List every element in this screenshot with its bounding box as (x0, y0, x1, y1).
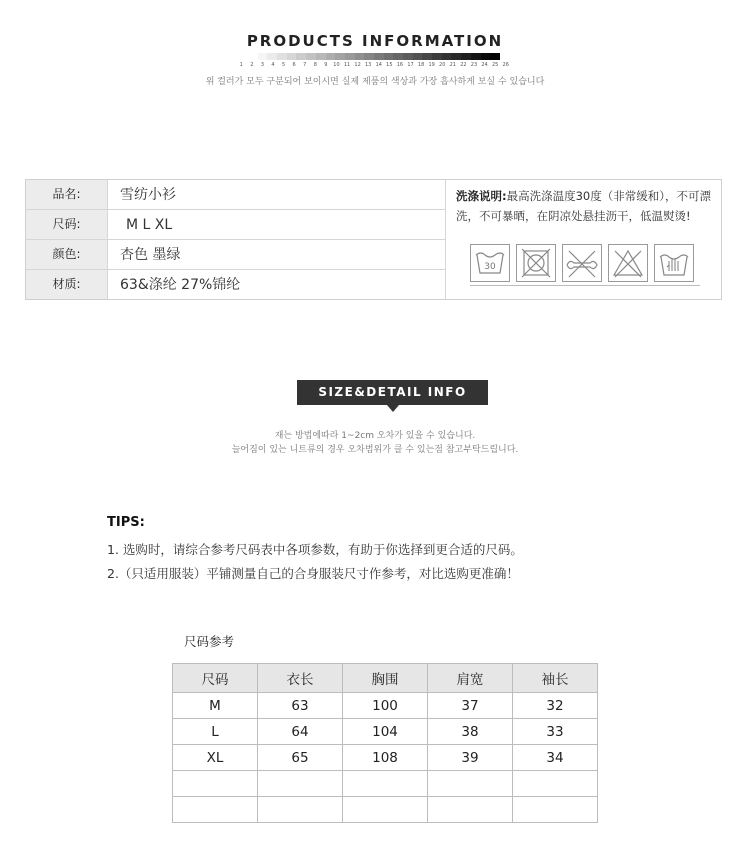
wash-icons-underline (470, 285, 700, 286)
wash-icons-row (470, 244, 700, 284)
table-cell: 104 (343, 719, 428, 745)
scale-number: 9 (324, 62, 328, 68)
info-value: 雪纺小衫 (120, 187, 176, 203)
header-cell: 袖长 (513, 664, 598, 693)
table-cell (343, 797, 428, 823)
info-value: 杏色 墨绿 (120, 247, 181, 263)
scale-number: 1 (239, 62, 243, 68)
table-cell: 32 (513, 693, 598, 719)
gradient-cell (258, 53, 268, 60)
table-cell: 108 (343, 745, 428, 771)
wash-temp-label: 30 (484, 262, 496, 272)
size-chart-header-row (173, 664, 598, 693)
scale-number: 3 (260, 62, 264, 68)
products-subtitle: 위 컬러가 모두 구분되어 보이시면 실제 제품의 색상과 가장 흡사하게 보실 수 있습니다 (205, 77, 545, 87)
color-gradient-scale (248, 53, 500, 60)
hand-wash-icon (654, 244, 694, 282)
table-cell: M (173, 693, 258, 719)
table-cell (258, 771, 343, 797)
table-cell (173, 771, 258, 797)
table-cell: 37 (428, 693, 513, 719)
gradient-cell (451, 53, 461, 60)
info-label: 材质: (26, 270, 108, 299)
wash-30-icon (470, 244, 510, 282)
info-label: 品名: (26, 180, 108, 209)
gradient-cell (296, 53, 306, 60)
header-cell: 衣长 (258, 664, 343, 693)
table-cell: L (173, 719, 258, 745)
scale-number: 14 (375, 62, 382, 68)
table-cell: XL (173, 745, 258, 771)
table-cell (343, 771, 428, 797)
gradient-cell (316, 53, 326, 60)
info-row-material (26, 270, 445, 300)
gradient-cell (374, 53, 384, 60)
table-cell: 100 (343, 693, 428, 719)
gradient-cell (345, 53, 355, 60)
table-cell: 34 (513, 745, 598, 771)
info-label: 尺码: (26, 210, 108, 239)
scale-number: 25 (491, 62, 499, 68)
scale-number: 11 (343, 62, 351, 68)
scale-number: 13 (365, 62, 372, 68)
table-cell (258, 797, 343, 823)
info-value: M L XL (126, 217, 173, 233)
wash-instructions-text (456, 186, 720, 226)
gradient-cell (364, 53, 374, 60)
scale-number: 23 (470, 62, 478, 68)
size-detail-note-2: 늘어짐이 있는 니트류의 경우 오차범위가 클 수 있는점 참고부탁드립니다. (231, 445, 519, 455)
gradient-cell (277, 53, 287, 60)
scale-number: 24 (481, 62, 488, 68)
tip-1: 1. 选购时，请综合参考尺码表中各项参数，有助于你选择到更合适的尺码。 (107, 542, 523, 557)
info-row-size (26, 210, 445, 240)
gradient-cell (355, 53, 365, 60)
gradient-cell (442, 53, 452, 60)
gradient-cell (432, 53, 442, 60)
size-detail-note-1: 재는 방법에따라 1~2cm 오차가 있을 수 있습니다. (274, 431, 476, 441)
products-information-title: PRODUCTS INFORMATION (246, 32, 504, 50)
header-cell: 肩宽 (428, 664, 513, 693)
wash-label: 洗涤说明: (456, 189, 507, 203)
size-chart-title: 尺码参考 (184, 634, 235, 649)
table-cell (513, 797, 598, 823)
gradient-cell (422, 53, 432, 60)
table-cell: 63 (258, 693, 343, 719)
gradient-cell (248, 53, 258, 60)
gradient-cell (471, 53, 481, 60)
scale-number: 4 (271, 62, 275, 68)
size-detail-badge: SIZE&DETAIL INFO (297, 380, 488, 405)
table-cell (428, 771, 513, 797)
gradient-cell (393, 53, 403, 60)
table-cell: 38 (428, 719, 513, 745)
table-row (173, 719, 598, 745)
scale-number: 5 (281, 62, 286, 68)
table-cell: 39 (428, 745, 513, 771)
gradient-cell (287, 53, 297, 60)
table-row (173, 797, 598, 823)
scale-number: 12 (354, 62, 361, 68)
product-info-table (25, 179, 722, 300)
scale-number: 17 (407, 62, 414, 68)
scale-number: 16 (396, 62, 404, 68)
gradient-cell (335, 53, 345, 60)
scale-number: 26 (502, 62, 509, 68)
table-cell (428, 797, 513, 823)
size-chart-table (172, 663, 598, 823)
scale-number: 8 (313, 62, 317, 68)
gradient-cell (403, 53, 413, 60)
color-scale-numbers (236, 62, 511, 68)
wash-instructions (445, 180, 722, 299)
scale-number: 2 (250, 62, 254, 68)
no-wring-icon (562, 244, 602, 282)
table-cell: 64 (258, 719, 343, 745)
info-label: 颜色: (26, 240, 108, 269)
scale-number: 7 (303, 62, 307, 68)
gradient-cell (267, 53, 277, 60)
table-cell: 65 (258, 745, 343, 771)
gradient-cell (490, 53, 500, 60)
gradient-cell (481, 53, 491, 60)
info-row-color (26, 240, 445, 270)
info-value: 63&涤纶 27%锦纶 (120, 277, 241, 293)
table-row (173, 693, 598, 719)
table-cell: 33 (513, 719, 598, 745)
tip-2: 2.（只适用服装）平铺测量自己的合身服装尺寸作参考，对比选购更准确！ (107, 566, 519, 581)
header-cell: 尺码 (173, 664, 258, 693)
scale-number: 21 (449, 62, 456, 68)
scale-number: 22 (460, 62, 467, 68)
gradient-cell (413, 53, 423, 60)
scale-number: 18 (417, 62, 425, 68)
scale-number: 20 (439, 62, 446, 68)
header-cell: 胸围 (343, 664, 428, 693)
table-cell (173, 797, 258, 823)
table-row (173, 745, 598, 771)
wash-description: 最高洗涤温度30度（非常缓和），不可漂洗，不可暴晒，在阴凉处悬挂沥干，低温熨烫! (456, 189, 711, 223)
gradient-cell (306, 53, 316, 60)
badge-arrow-icon (387, 405, 399, 412)
no-bleach-icon (608, 244, 648, 282)
gradient-cell (326, 53, 336, 60)
table-cell (513, 771, 598, 797)
scale-number: 15 (386, 62, 393, 68)
gradient-cell (384, 53, 394, 60)
info-row-name (26, 180, 445, 210)
scale-number: 6 (292, 62, 296, 68)
gradient-cell (461, 53, 471, 60)
scale-number: 19 (428, 62, 435, 68)
no-tumble-dry-icon (516, 244, 556, 282)
scale-number: 10 (333, 62, 340, 68)
tips-title: TIPS: (107, 515, 145, 530)
table-row (173, 771, 598, 797)
